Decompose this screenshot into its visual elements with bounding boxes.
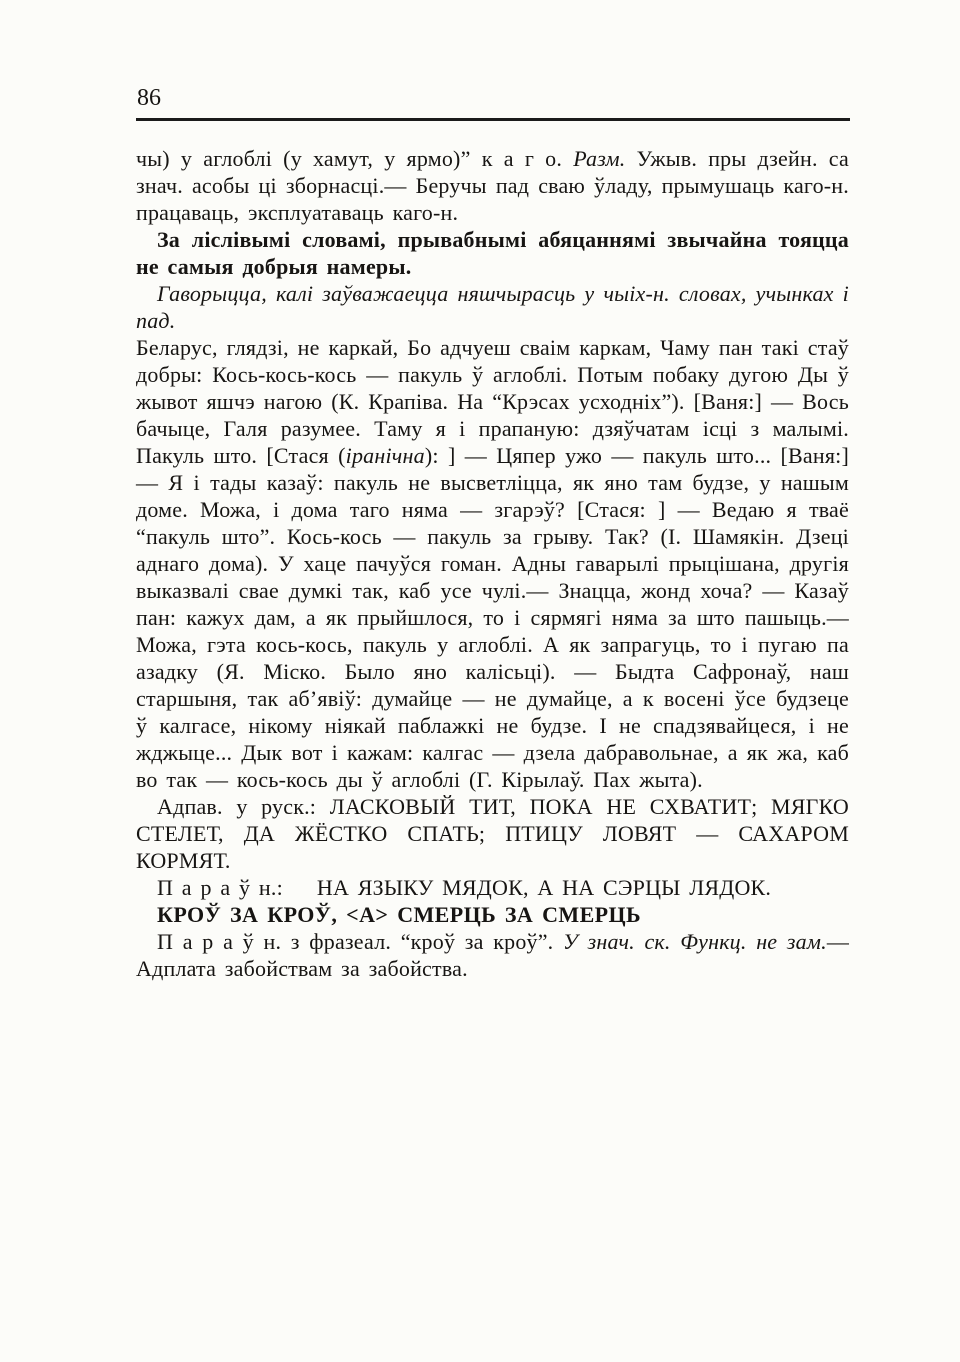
russian-equivalents-text: ЛАСКОВЫЙ ТИТ, ПОКА НЕ СХВАТИТ; МЯГКО СТЕЛЕТ, ДА ЖЁСТКО СПАТЬ; ПТИЦУ ЛОВЯТ — САХАРОМ КОРМЯТ. [136, 794, 849, 873]
page-content [136, 145, 849, 982]
next-entry-headword: КРОЎ ЗА КРОЎ, <А> СМЕРЦЬ ЗА СМЕРЦЬ [157, 902, 641, 927]
usage-text-rest: Ужыв. пры дзейн. са знач. асобы ці зборнасці.— Беручы пад сваю ўладу, прымушаць каго-н. працаваць, эксплуатаваць каго-н. [136, 146, 849, 225]
russian-equivalents-label: Адпав. у руск.: [157, 794, 317, 819]
note-phrase: з фразеал. “кроў за кроў”. [290, 929, 554, 954]
examples-text-1: Беларус, глядзі, не каркай, Бо адчуеш сваім каркам, Чаму пан такі стаў добры: Кось-кось-кось — пакуль ў аглоблі. Потым побаку дугою Ды ў жывот яшчэ нагою (К. Крапіва. На “Крэсах усходніх”). [Ваня:] — Вось бачыце, Галя разумее. Таму я і прапаную: дзяўчатам ісці з малымі. Пакуль што. [Стася ( [136, 335, 849, 468]
russian-equivalents-paragraph [136, 793, 849, 874]
entry-examples [136, 334, 849, 793]
usage-text-start: чы) у аглоблі (у хамут, у ярмо)” [136, 146, 471, 171]
usage-register-label: Разм. [573, 146, 626, 171]
note-definition: — Адплата забойствам за забойства. [136, 929, 850, 981]
note-grammar: У знач. ск. Функц. не зам. [563, 929, 827, 954]
entry-usage-paragraph [136, 145, 849, 226]
comparison-paragraph [136, 874, 849, 901]
example-stage-direction: іранічна [345, 443, 425, 468]
page-number: 86 [137, 85, 161, 111]
entry-usage-note: Гаворыцца, калі заўважаецца няшчырасць у чыіх-н. словах, учынках і пад. [136, 281, 849, 333]
next-entry-note [136, 928, 849, 982]
note-label: П а р а ў н. [157, 929, 282, 954]
comparison-label: П а р а ў н.: [157, 875, 283, 900]
entry-meaning: За ліслівымі словамі, прывабнымі абяцаннямі звычайна тояцца не самыя добрыя намеры. [136, 227, 849, 279]
header-rule [136, 118, 850, 121]
usage-object-case: к а г о. [481, 146, 563, 171]
examples-text-2: ): ] — Цяпер ужо — пакуль што... [Ваня:] — Я і тады казаў: пакуль не высветліцца, як яно там будзе, у нашым доме. Можа, і дома таго няма — згарэў? [Стася: ] — Ведаю я тваё “пакуль што”. Кось-кось — пакуль за грыву. Так? (І. Шамякін. Дзеці аднаго дома). У хаце пачуўся гоман. Адны гаварылі прыцішана, другія выказвалі свае думкі так, каб усе чулі.— Знацца, жонд хоча? — Казаў пан: кажух дам, а як прыйшлося, то і сярмягі няма за што пашыць.— Можа, гэта кось-кось, пакуль у аглоблі. А як запрагуць, то і пугаю па азадку (Я. Міско. Было яно калісьці). — Быдта Сафронаў, наш старшыня, так аб’явіў: думайце — не думайце, а к восені ўсе будзеце ў калгасе, нікому ніякай паблажкі не будзе. І не спадзявайцеся, і не жджыце... Дык вот і кажам: калгас — дзела дабравольнае, а як жа, каб во так — кось-кось ды ў аглоблі (Г. Кірылаў. Пах жыта). [136, 443, 850, 792]
comparison-text: НА ЯЗЫКУ МЯДОК, А НА СЭРЦЫ ЛЯДОК. [316, 875, 772, 900]
